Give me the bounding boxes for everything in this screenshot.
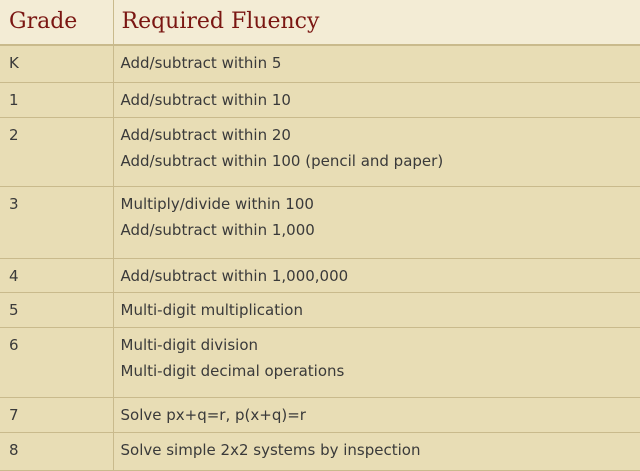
fluency-line: Solve simple 2x2 systems by inspection bbox=[121, 437, 640, 463]
fluency-line: Multi-digit division bbox=[121, 332, 640, 358]
table-row bbox=[0, 45, 640, 82]
grade-cell: K bbox=[0, 45, 113, 82]
fluency-line: Solve px+q=r, p(x+q)=r bbox=[121, 402, 640, 428]
table-header bbox=[0, 0, 640, 45]
grade-cell: 8 bbox=[0, 432, 113, 470]
table-row bbox=[0, 117, 640, 186]
table-row bbox=[0, 327, 640, 397]
fluency-cell bbox=[113, 397, 640, 432]
table-row bbox=[0, 186, 640, 258]
table-row bbox=[0, 258, 640, 292]
grade-cell: 5 bbox=[0, 292, 113, 327]
table-row bbox=[0, 432, 640, 470]
grade-cell: 6 bbox=[0, 327, 113, 397]
fluency-column-header: Required Fluency bbox=[113, 0, 640, 45]
grade-column-header: Grade bbox=[0, 0, 113, 45]
grade-cell: 7 bbox=[0, 397, 113, 432]
fluency-cell bbox=[113, 258, 640, 292]
fluency-line: Add/subtract within 100 (pencil and paper) bbox=[121, 148, 640, 174]
fluency-line: Add/subtract within 10 bbox=[121, 87, 640, 113]
grade-cell: 4 bbox=[0, 258, 113, 292]
fluency-line: Multi-digit multiplication bbox=[121, 297, 640, 323]
fluency-cell bbox=[113, 292, 640, 327]
fluency-line: Multi-digit decimal operations bbox=[121, 358, 640, 384]
fluency-line: Add/subtract within 5 bbox=[121, 50, 640, 76]
grade-cell: 3 bbox=[0, 186, 113, 258]
fluency-cell bbox=[113, 327, 640, 397]
table-row bbox=[0, 292, 640, 327]
fluency-cell bbox=[113, 45, 640, 82]
fluency-cell bbox=[113, 117, 640, 186]
fluency-cell bbox=[113, 186, 640, 258]
fluency-cell bbox=[113, 432, 640, 470]
fluency-line: Multiply/divide within 100 bbox=[121, 191, 640, 217]
grade-cell: 2 bbox=[0, 117, 113, 186]
fluency-line: Add/subtract within 20 bbox=[121, 122, 640, 148]
grade-cell: 1 bbox=[0, 82, 113, 117]
table-row bbox=[0, 397, 640, 432]
fluency-line: Add/subtract within 1,000,000 bbox=[121, 263, 640, 289]
table-body bbox=[0, 45, 640, 470]
fluency-line: Add/subtract within 1,000 bbox=[121, 217, 640, 243]
header-row bbox=[0, 0, 640, 45]
table-row bbox=[0, 82, 640, 117]
fluency-cell bbox=[113, 82, 640, 117]
